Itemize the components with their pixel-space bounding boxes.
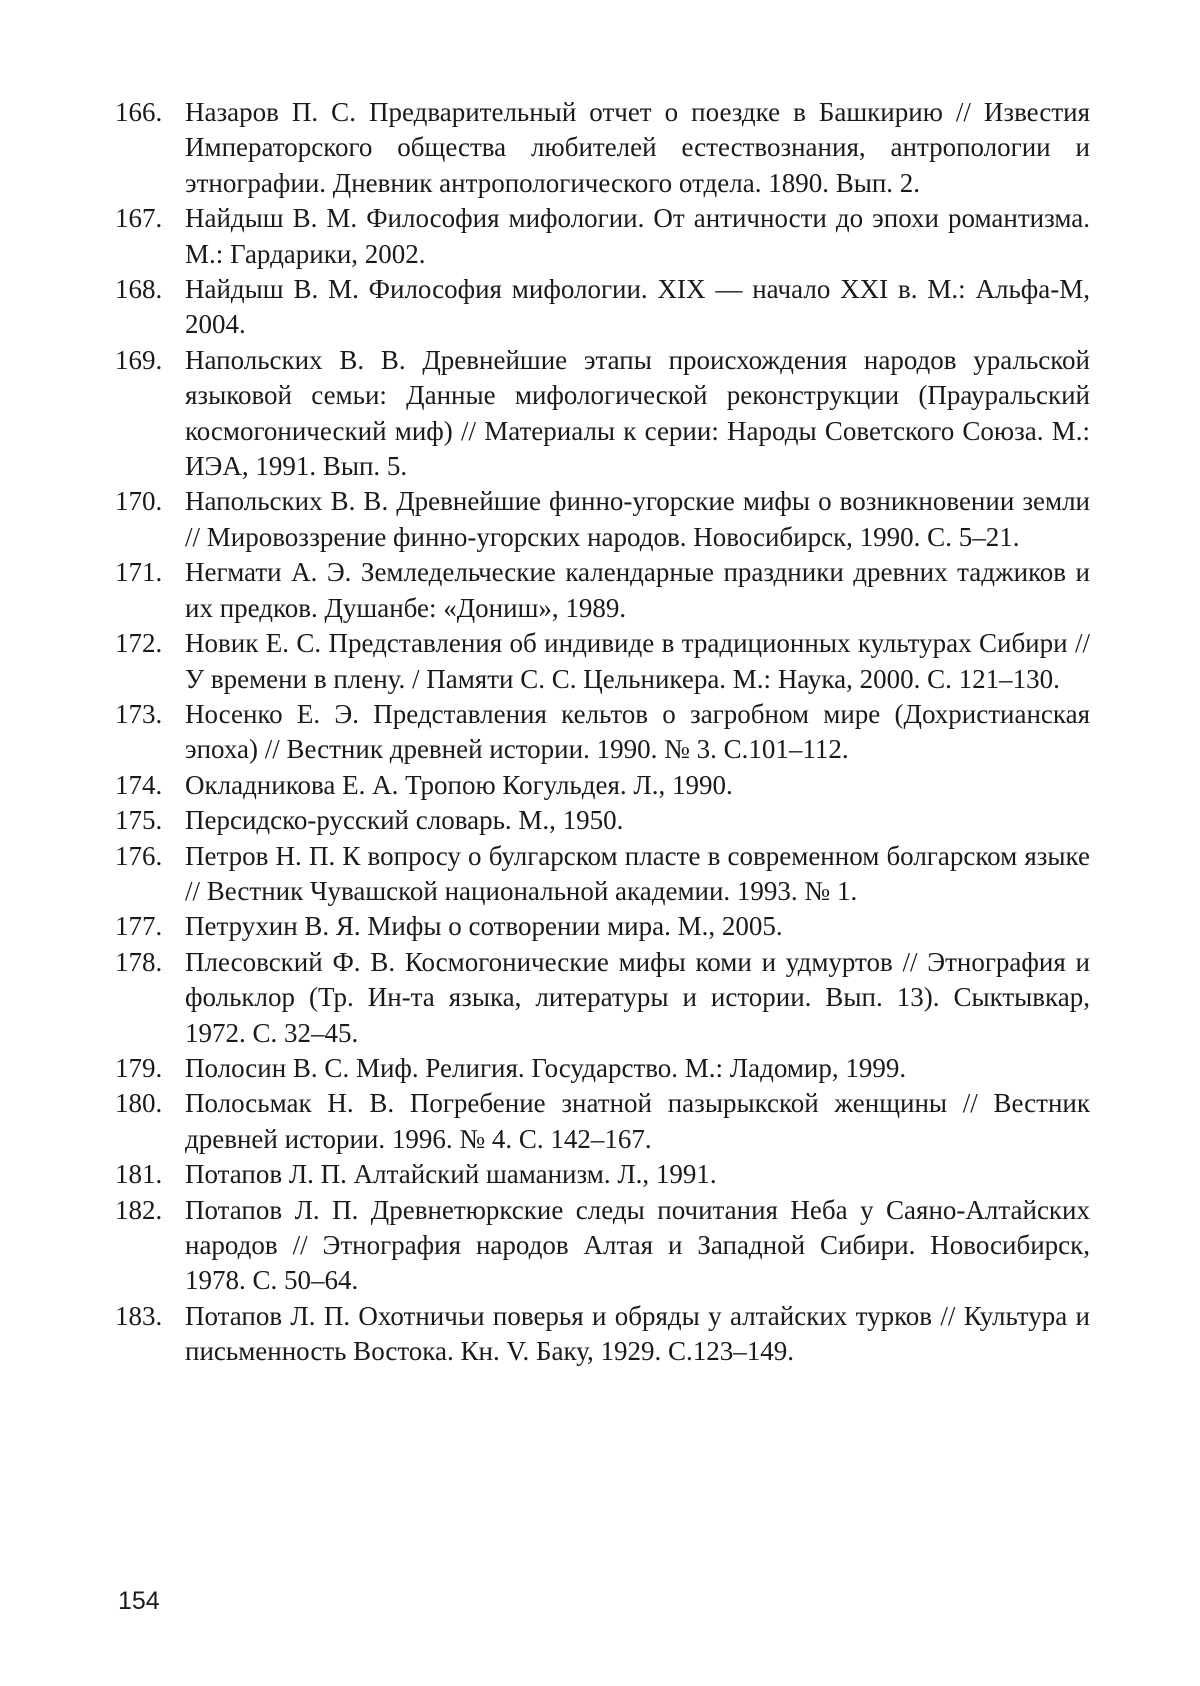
entry-number: 172. <box>115 628 163 659</box>
entry-number: 177. <box>115 911 163 942</box>
bibliography-entry <box>115 272 1090 343</box>
entry-text: Найдыш В. М. Философия мифологии. От античности до эпохи романтизма. М.: Гардарики, 2002. <box>185 203 1090 269</box>
bibliography-entry <box>115 343 1090 485</box>
entry-number: 166. <box>115 97 163 127</box>
entry-number: 183. <box>115 1300 163 1331</box>
entry-text: Носенко Е. Э. Представления кельтов о загробном мире (Дохристианская эпоха) // Вестник древней истории. 1990. № 3. С.101–112. <box>185 698 1090 765</box>
entry-number: 178. <box>115 946 163 977</box>
entry-text: Потапов Л. П. Алтайский шаманизм. Л., 1991. <box>185 1159 717 1190</box>
entry-text: Напольских В. В. Древнейшие финно-угорские мифы о возникновении земли // Мировоззрение финно-угорских народов. Новосибирск, 1990. С. 5–21. <box>185 486 1090 552</box>
bibliography-entry <box>115 945 1090 1051</box>
entry-number: 180. <box>115 1088 163 1119</box>
entry-number: 169. <box>115 344 163 375</box>
entry-text: Плесовский Ф. В. Космогонические мифы коми и удмуртов // Этнография и фольклор (Тр. Ин-та языка, литературы и истории. Вып. 13). Сыктывкар, 1972. С. 32–45. <box>185 946 1090 1048</box>
entry-number: 176. <box>115 840 163 871</box>
bibliography-list <box>115 95 1090 1370</box>
bibliography-entry <box>115 1157 1090 1192</box>
bibliography-entry <box>115 839 1090 910</box>
bibliography-entry <box>115 1051 1090 1086</box>
entry-number: 182. <box>115 1194 163 1225</box>
bibliography-entry <box>115 484 1090 555</box>
entry-text: Новик Е. С. Представления об индивиде в традиционных культурах Сибири // У времени в плену. / Памяти С. С. Цельникера. М.: Наука, 2000. С. 121–130. <box>185 628 1090 694</box>
entry-number: 175. <box>115 805 163 836</box>
entry-text: Негмати А. Э. Земледельческие календарные праздники древних таджиков и их предков. Душанбе: «Дониш», 1989. <box>185 557 1090 623</box>
entry-text: Полосин В. С. Миф. Религия. Государство. М.: Ладомир, 1999. <box>185 1052 907 1083</box>
entry-number: 174. <box>115 769 163 800</box>
bibliography-entry <box>115 803 1090 838</box>
bibliography-entry <box>115 1193 1090 1299</box>
entry-text: Напольских В. В. Древнейшие этапы происхождения народов уральской языковой семьи: Данные мифологической реконструкции (Прауральский космогонический миф) // Материалы к серии: Народы Советского Союза. М.: ИЭА, 1991. Вып. 5. <box>185 344 1090 482</box>
entry-text: Потапов Л. П. Охотничьи поверья и обряды у алтайских турков // Культура и письменность Востока. Кн. V. Баку, 1929. С.123–149. <box>185 1300 1090 1367</box>
entry-text: Найдыш В. М. Философия мифологии. XIX — начало XXI в. М.: Альфа-М, 2004. <box>185 274 1090 340</box>
bibliography-entry <box>115 95 1090 201</box>
entry-number: 167. <box>115 203 163 234</box>
entry-text: Назаров П. С. Предварительный отчет о поездке в Башкирию // Известия Императорского общества любителей естествознания, антропологии и этнографии. Дневник антропологического отдела. 1890. Вып. 2. <box>185 97 1090 198</box>
entry-number: 179. <box>115 1052 163 1083</box>
entry-number: 181. <box>115 1159 163 1190</box>
bibliography-entry <box>115 1086 1090 1157</box>
entry-number: 170. <box>115 486 163 517</box>
entry-number: 171. <box>115 557 163 588</box>
bibliography-entry <box>115 626 1090 697</box>
bibliography-entry <box>115 909 1090 944</box>
bibliography-entry <box>115 555 1090 626</box>
entry-text: Персидско-русский словарь. М., 1950. <box>185 805 624 836</box>
entry-number: 173. <box>115 698 163 729</box>
entry-text: Петров Н. П. К вопросу о булгарском пласте в современном болгарском языке // Вестник Чувашской национальной академии. 1993. № 1. <box>185 840 1090 906</box>
page-number: 154 <box>118 1587 160 1615</box>
entry-text: Потапов Л. П. Древнетюркские следы почитания Неба у Саяно-Алтайских народов // Этнография народов Алтая и Западной Сибири. Новосибирск, 1978. С. 50–64. <box>185 1194 1090 1296</box>
entry-text: Петрухин В. Я. Мифы о сотворении мира. М., 2005. <box>185 911 783 942</box>
bibliography-entry <box>115 768 1090 803</box>
entry-text: Полосьмак Н. В. Погребение знатной пазырыкской женщины // Вестник древней истории. 1996. № 4. С. 142–167. <box>185 1088 1090 1154</box>
bibliography-entry <box>115 1299 1090 1370</box>
entry-text: Окладникова Е. А. Тропою Когульдея. Л., 1990. <box>185 769 733 800</box>
bibliography-entry <box>115 697 1090 768</box>
entry-number: 168. <box>115 274 163 305</box>
bibliography-entry <box>115 201 1090 272</box>
